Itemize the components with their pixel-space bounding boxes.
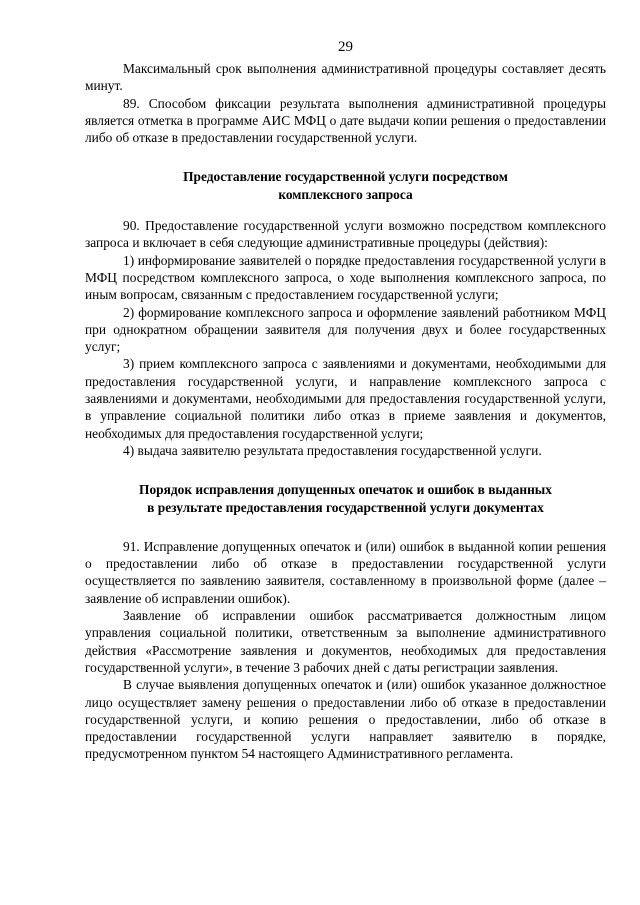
section-heading-line-2: в результате предоставления государственной услуги документах: [147, 499, 544, 515]
paragraph-89: 89. Способом фиксации результата выполнения административной процедуры является отметка в программе АИС МФЦ о дате выдачи копии решения о предоставлении либо об отказе в предоставлении государственной услуги.: [85, 95, 606, 146]
paragraph-90: 90. Предоставление государственной услуги возможно посредством комплексного запроса и включает в себя следующие административные процедуры (действия):: [85, 218, 606, 251]
section-heading-line-2: комплексного запроса: [278, 186, 413, 202]
list-item: 1) информирование заявителей о порядке предоставления государственной услуги в МФЦ посредством комплексного запроса, о ходе выполнения комплексного запроса, по иным вопросам, связанным с предоставлением государственной услуги;: [85, 252, 606, 303]
list-item: 2) формирование комплексного запроса и оформление заявлений работником МФЦ при однократном обращении заявителя для получения двух и более государственных услуг;: [85, 304, 606, 355]
section-heading-line-1: Предоставление государственной услуги посредством: [183, 169, 508, 185]
paragraph-91: 91. Исправление допущенных опечаток и (или) ошибок в выданной копии решения о предоставлении либо об отказе в предоставлении государственной услуги осуществляется по заявлению заявителя, составленному в произвольной форме (далее – заявление об исправлении ошибок).: [85, 538, 606, 606]
paragraph-max-duration: Максимальный срок выполнения административной процедуры составляет десять минут.: [85, 61, 606, 94]
section-heading-complex-request: [85, 168, 606, 203]
list-item: 4) выдача заявителю результата предоставления государственной услуги.: [123, 442, 542, 458]
paragraph-error-replacement: В случае выявления допущенных опечаток и (или) ошибок указанное должностное лицо осуществляет замену решения о предоставлении либо об отказе в предоставлении государственной услуги, и копию решения о предоставлении, либо об отказе в предоставлении государственной услуги направляет заявителю в порядке, предусмотренном пунктом 54 настоящего Административного регламента.: [85, 677, 606, 762]
page-number: 29: [338, 39, 353, 55]
section-heading-error-correction: [85, 481, 606, 516]
paragraph-review-period: Заявление об исправлении ошибок рассматривается должностным лицом управления социальной политики, ответственным за выполнение административного действия «Рассмотрение заявления и документов, необходимых для предоставления государственной услуги», в течение 3 рабочих дней с даты регистрации заявления.: [85, 608, 606, 675]
list-item: 3) прием комплексного запроса с заявлениями и документами, необходимыми для предоставления государственной услуги, и направление комплексного запроса с заявлениями и документами, необходимыми для предоставления государственной услуги, в управление социальной политики либо отказ в приеме заявления и документов, необходимых для предоставления государственной услуги;: [85, 356, 606, 441]
section-heading-line-1: Порядок исправления допущенных опечаток и ошибок в выданных: [139, 482, 552, 498]
